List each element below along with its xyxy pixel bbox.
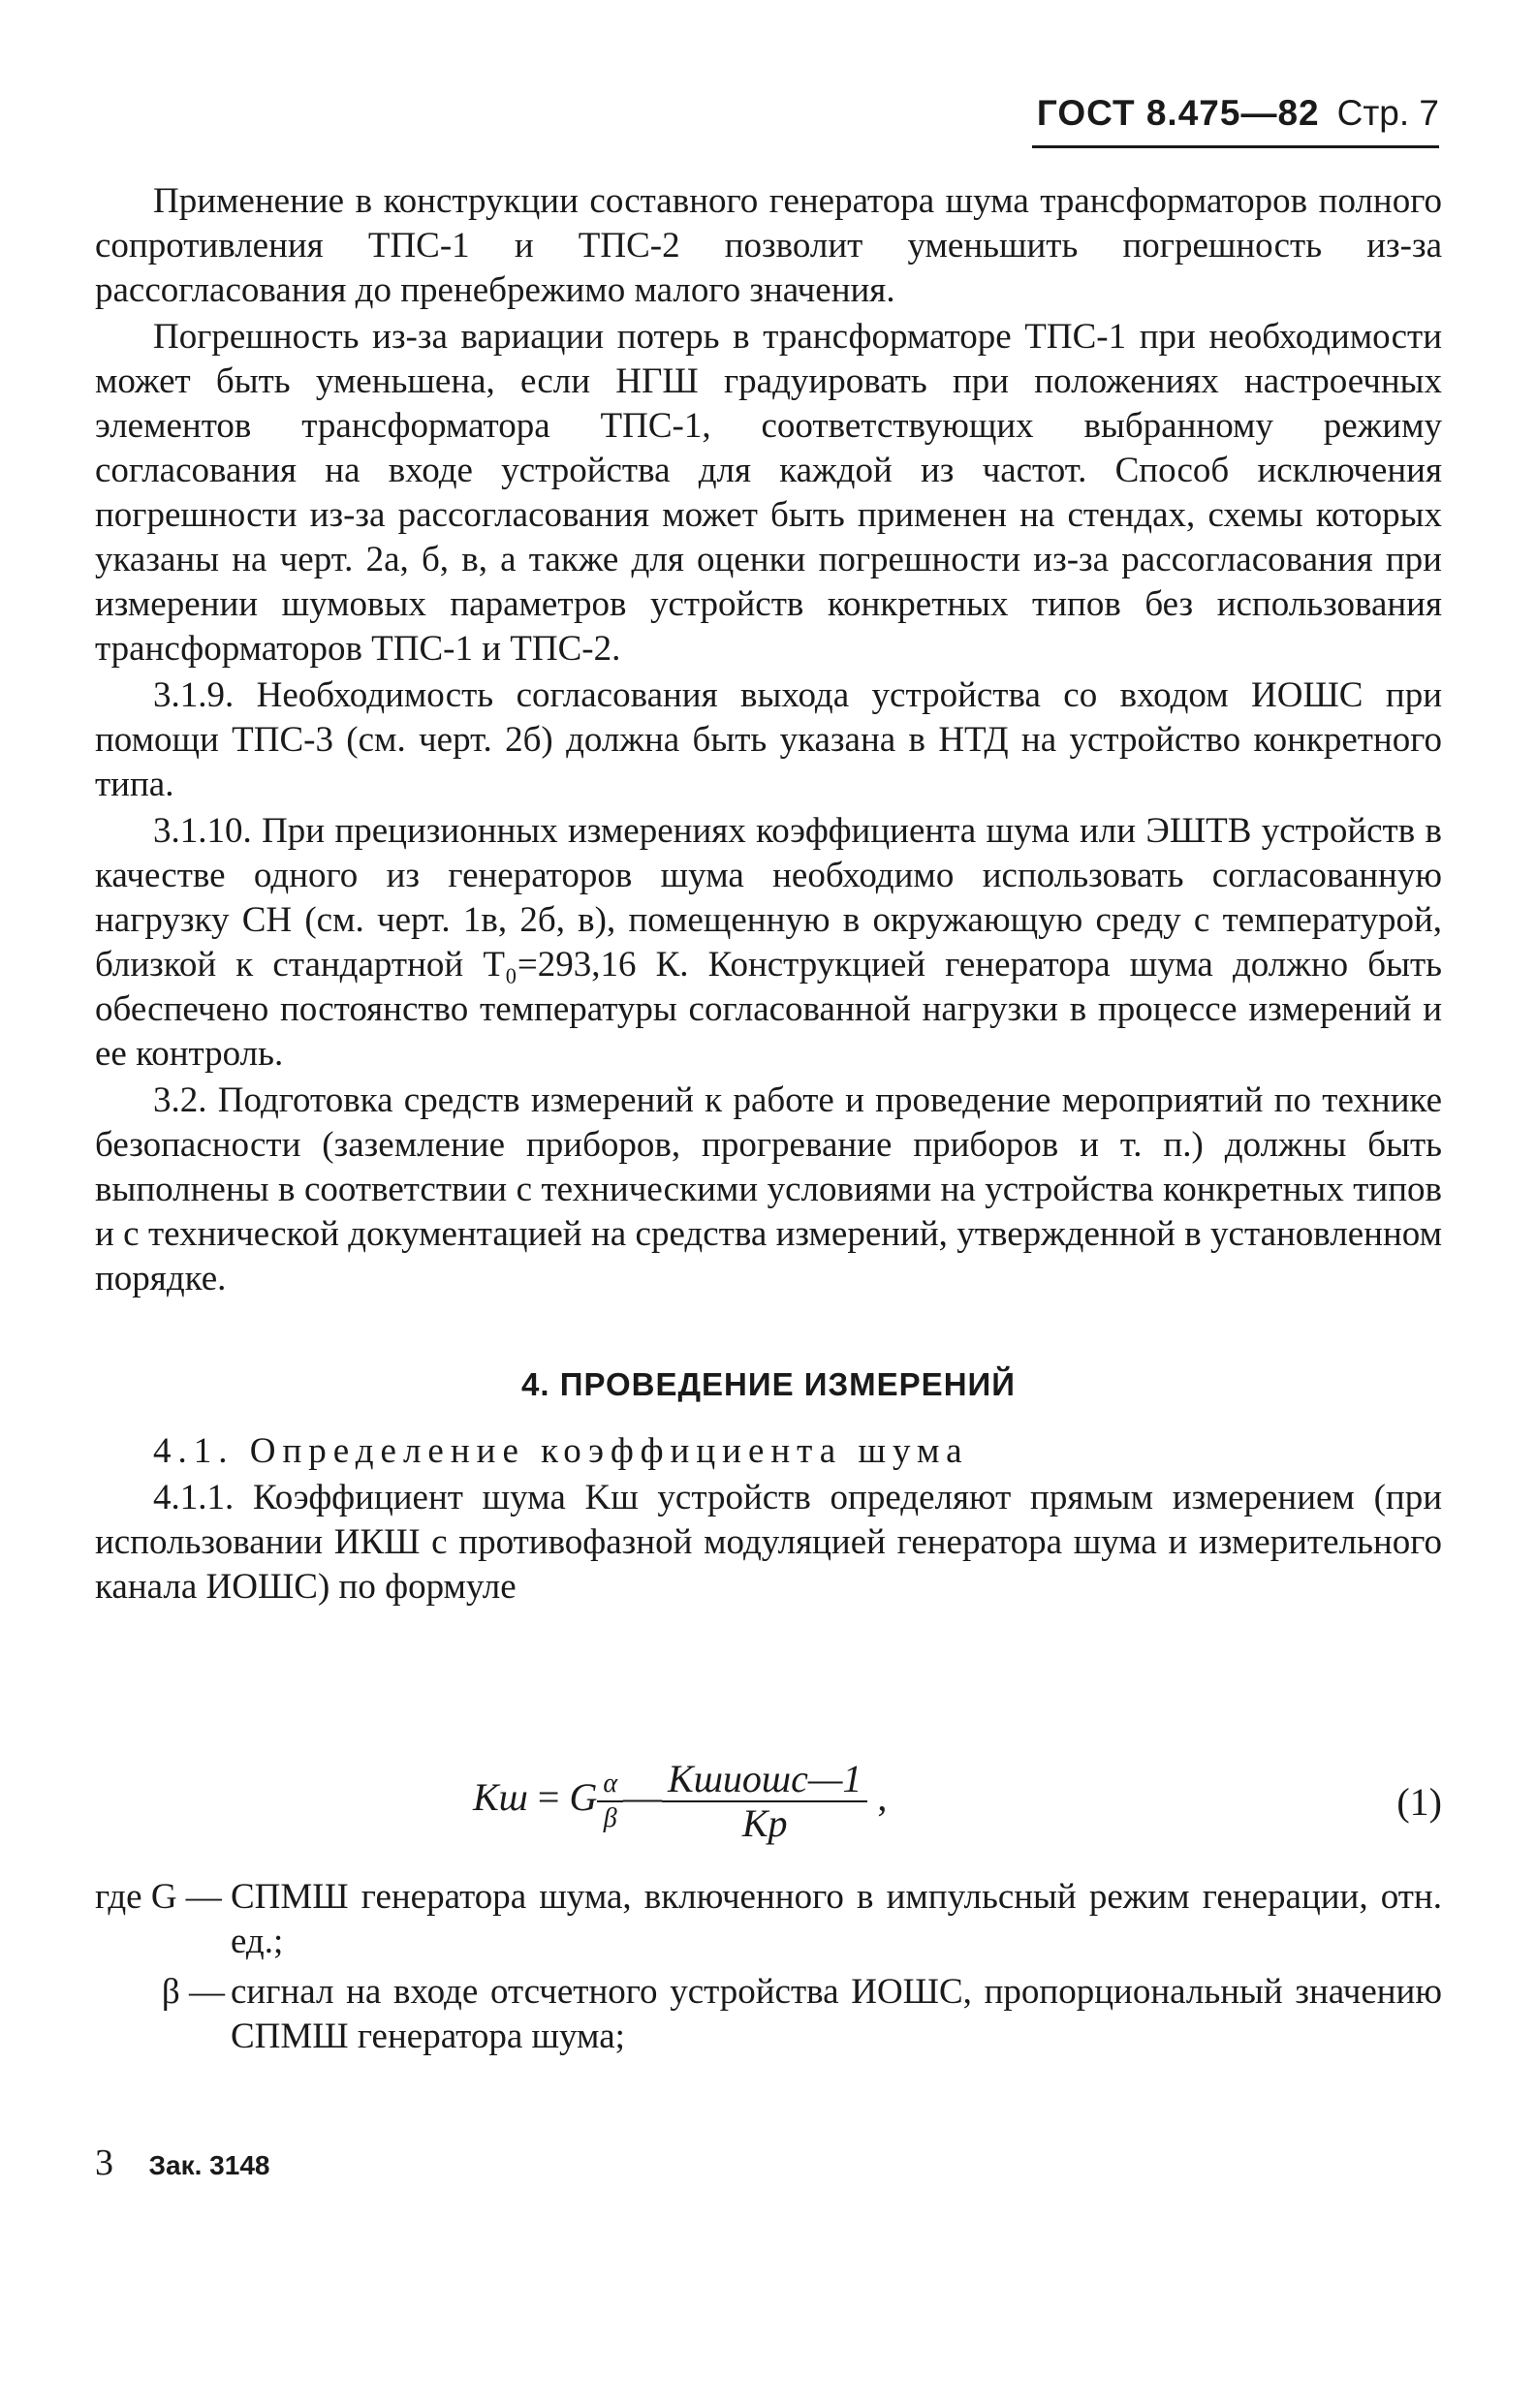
formula-lhs: Kш bbox=[473, 1775, 528, 1820]
formula-g: G bbox=[569, 1775, 598, 1820]
formula-numerator: Kшиошс—1 bbox=[662, 1758, 867, 1802]
formula-minus: — bbox=[623, 1775, 663, 1820]
order-number: Зак. 3148 bbox=[148, 2150, 270, 2180]
paragraph: Применение в конструкции составного генератора шума трансформаторов полного сопротивления ТПС-1 и ТПС-2 позволит уменьшить погрешность из-за рассогласования до пренебрежимо малого значения. bbox=[95, 181, 1442, 310]
body-text bbox=[95, 179, 1442, 1303]
formula-1 bbox=[95, 1744, 1442, 1851]
formula-denominator: Kр bbox=[741, 1801, 788, 1845]
subsection-title: 4.1. Определение коэффициента шума bbox=[153, 1431, 969, 1471]
section-body bbox=[95, 1429, 1442, 1611]
page-header bbox=[1037, 93, 1439, 134]
where-item bbox=[95, 1875, 1442, 1964]
where-text: СПМШ генератора шума, включенного в импульсный режим генерации, отн. ед.; bbox=[231, 1877, 1442, 1961]
where-text: сигнал на входе отсчетного устройства ИОШС, пропорциональный значению СПМШ генератора шума; bbox=[231, 1972, 1442, 2056]
section-title: 4. ПРОВЕДЕНИЕ ИЗМЕРЕНИЙ bbox=[521, 1366, 1016, 1402]
standard-number: ГОСТ 8.475—82 bbox=[1036, 93, 1320, 133]
paragraph: 4.1.1. Коэффициент шума Kш устройств определяют прямым измерением (при использовании ИКШ с противофазной модуляцией генератора шума и измерительного канала ИОШС) по формуле bbox=[95, 1478, 1442, 1607]
paragraph: 3.1.9. Необходимость согласования выхода устройства со входом ИОШС при помощи ТПС-3 (см. черт. 2б) должна быть указана в НТД на устройство конкретного типа. bbox=[95, 675, 1442, 804]
paragraph: Погрешность из-за вариации потерь в трансформаторе ТПС-1 при необходимости может быть уменьшена, если НГШ градуировать при положениях настроечных элементов трансформатора ТПС-1, соответствующих выбранному режиму согласования на входе устройства для каждой из частот. Способ исключения погрешности из-за рассогласования может быть применен на стендах, схемы которых указаны на черт. 2а, б, в, а также для оценки погрешности из-за рассогласования при измерении шумовых параметров устройств конкретных типов без использования трансформаторов ТПС-1 и ТПС-2. bbox=[95, 317, 1442, 669]
where-item bbox=[95, 1970, 1442, 2059]
header-rule bbox=[1032, 145, 1439, 148]
formula-comma: , bbox=[877, 1775, 888, 1820]
formula-alpha-beta bbox=[597, 1767, 623, 1835]
where-list bbox=[95, 1875, 1442, 2065]
where-symbol: β — bbox=[161, 1972, 225, 2012]
page-number: 3 bbox=[95, 2142, 113, 2183]
paragraph: 3.1.10. При прецизионных измерениях коэффициента шума или ЭШТВ устройств в качестве одного из генераторов шума необходимо использовать согласованную нагрузку СН (см. черт. 1в, 2б, в), помещенную в окружающую среду с температурой, близкой к стандартной T₀=293,16 К. Конструкцией генератора шума должно быть обеспечено постоянство температуры согласованной нагрузки в процессе измерений и ее контроль. bbox=[95, 811, 1442, 1074]
formula-number: (1) bbox=[1396, 1780, 1442, 1824]
page-footer bbox=[95, 2142, 269, 2184]
where-symbol: где G — bbox=[95, 1877, 222, 1917]
paragraph: 3.2. Подготовка средств измерений к работе и проведение мероприятий по технике безопасности (заземление приборов, прогревание приборов и т. п.) должны быть выполнены в соответствии с техническими условиями на устройства конкретных типов и с технической документацией на средства измерений, утвержденной в установленном порядке. bbox=[95, 1080, 1442, 1298]
page-label: Стр. 7 bbox=[1336, 93, 1439, 133]
formula-expression bbox=[473, 1758, 887, 1845]
formula-fraction bbox=[662, 1758, 867, 1845]
formula-beta: β bbox=[603, 1803, 617, 1833]
formula-equals: = bbox=[537, 1775, 560, 1820]
formula-alpha: α bbox=[597, 1767, 623, 1802]
